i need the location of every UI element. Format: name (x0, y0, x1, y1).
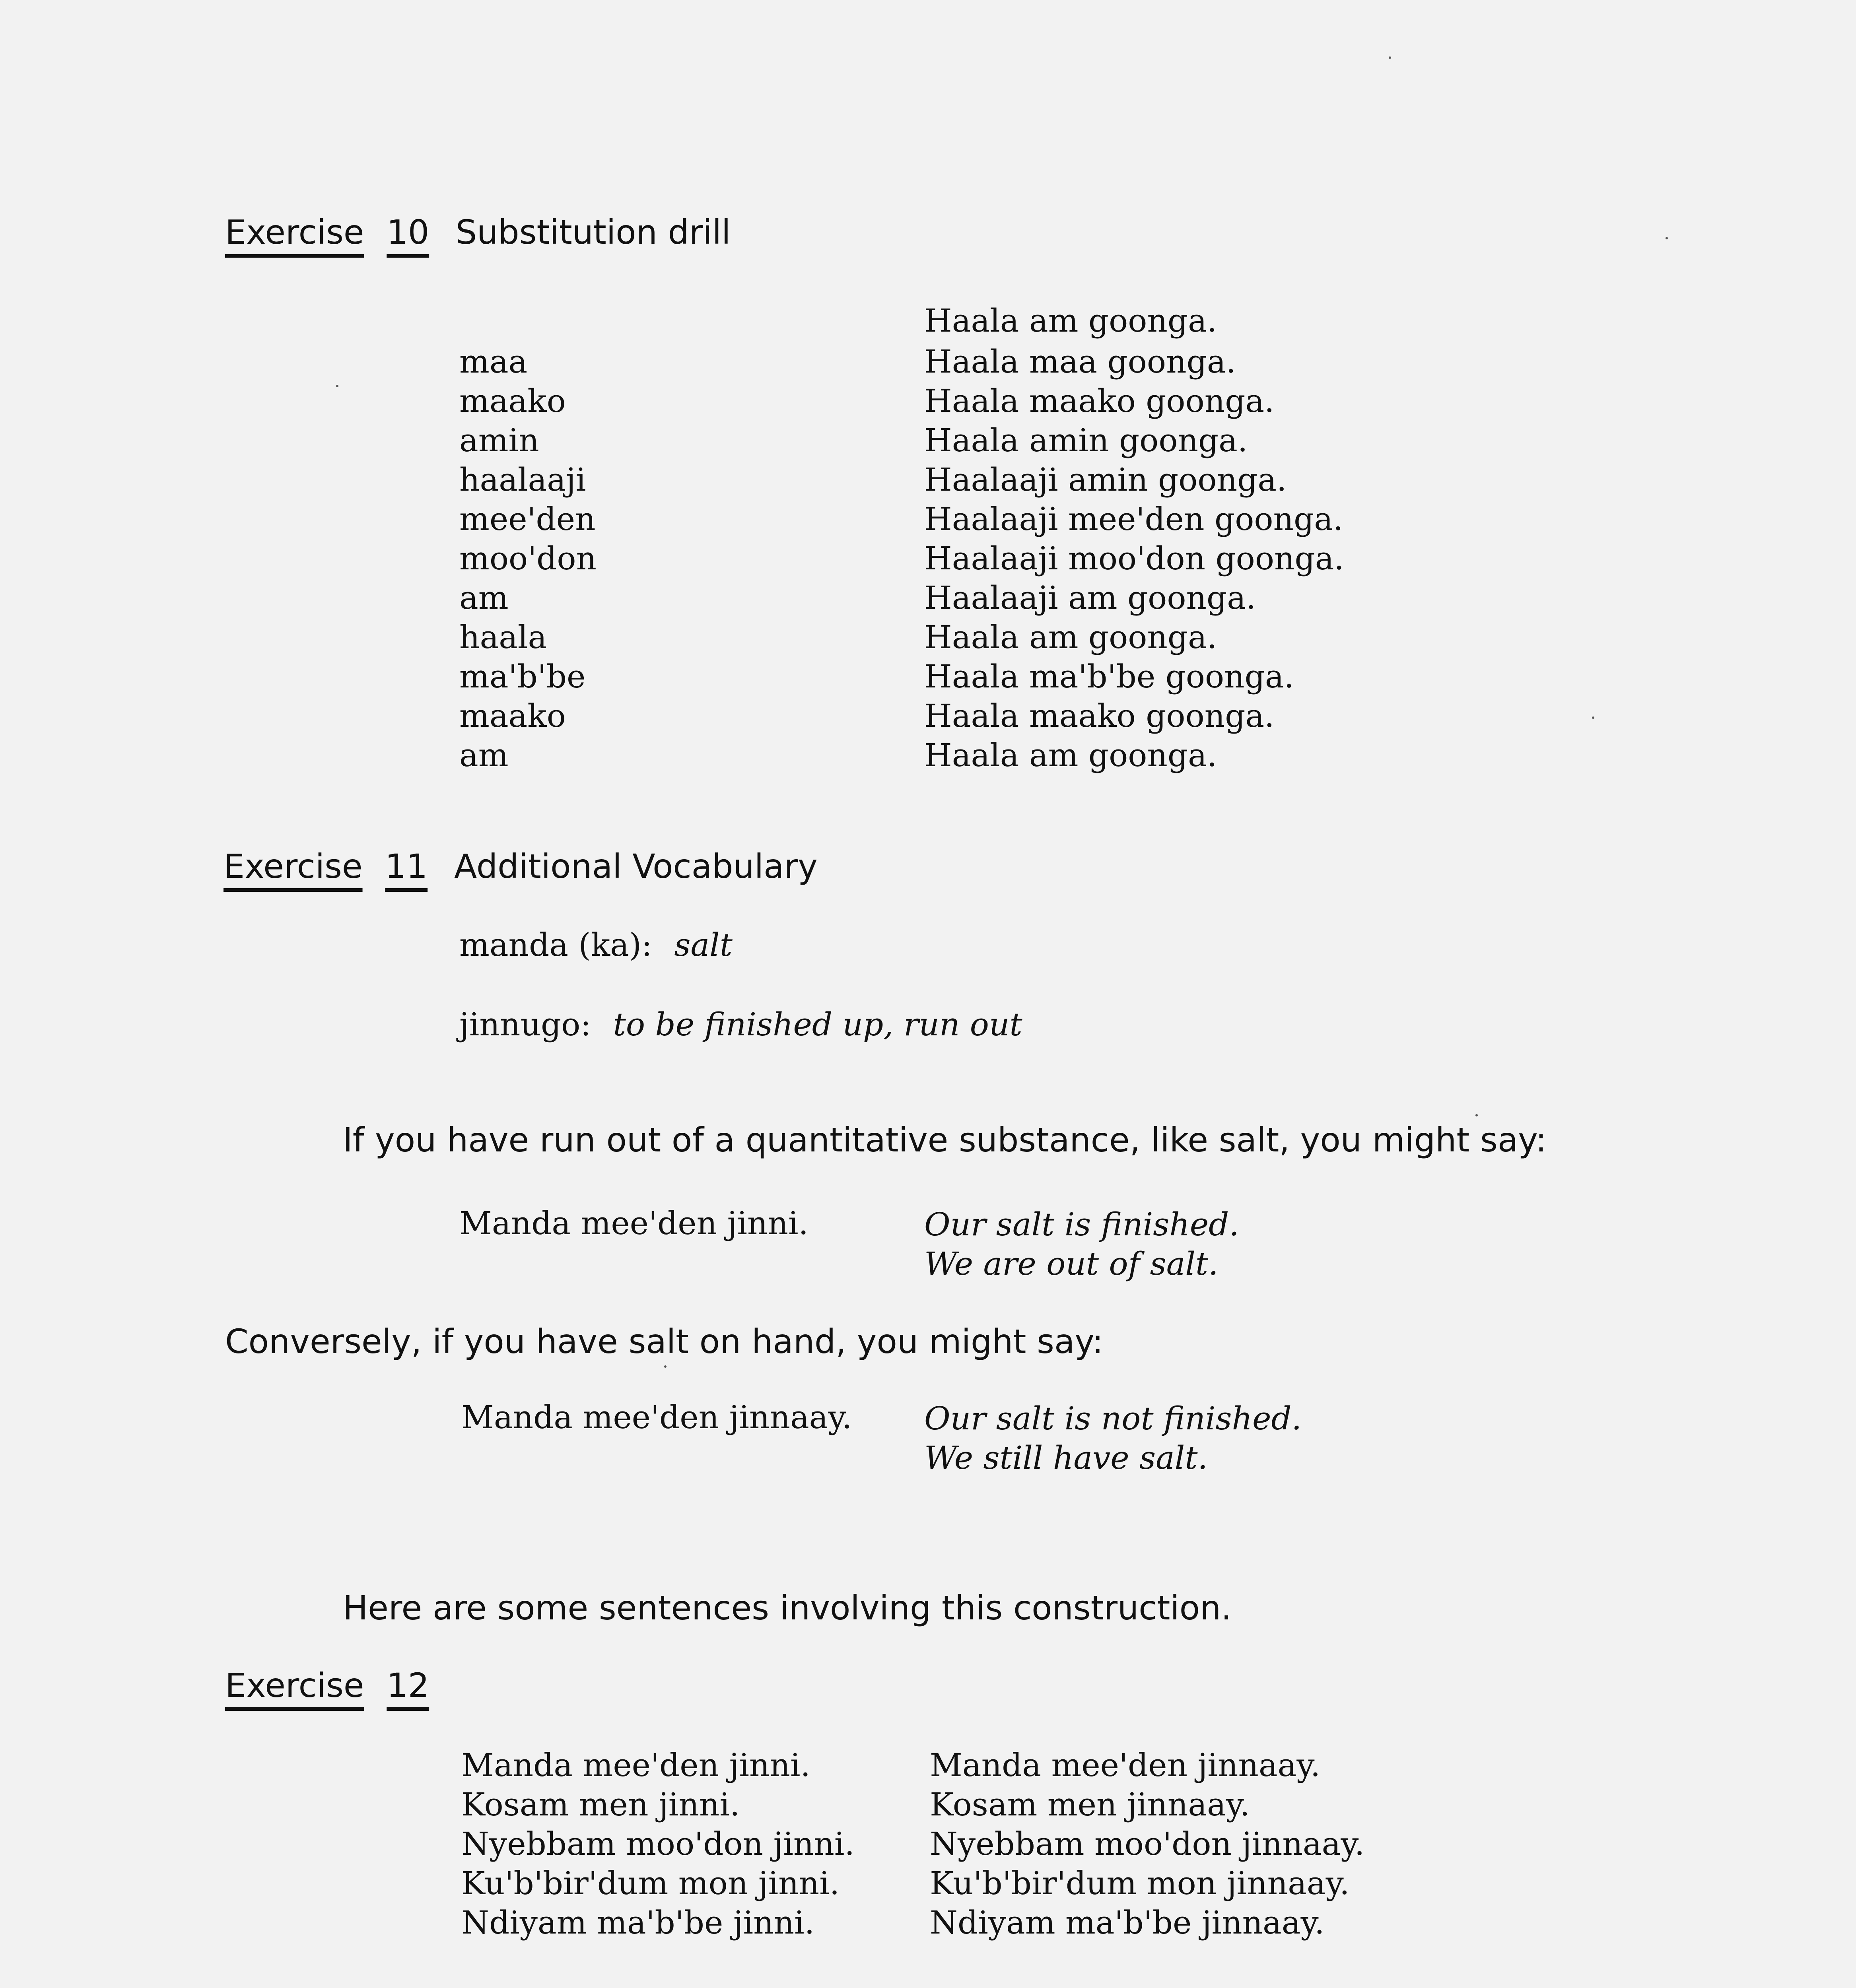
drill-cue: maako (459, 697, 566, 734)
scan-speck (1592, 716, 1594, 719)
vocab-term: jinnugo: (459, 1006, 591, 1043)
exercise-label: Exercise (225, 1666, 364, 1705)
exercise-sentence: Manda mee'den jinni. (461, 1747, 810, 1784)
exercise-title: Substitution drill (455, 213, 731, 252)
drill-cue: maa (459, 343, 528, 380)
gloss-line: Our salt is not finished. (924, 1400, 1302, 1437)
exercise-label: Exercise (223, 847, 363, 886)
drill-cue: am (459, 579, 509, 616)
drill-cues (459, 342, 597, 775)
gloss-line: We still have salt. (924, 1439, 1208, 1476)
gloss-line: Our salt is finished. (924, 1206, 1239, 1243)
drill-sentence: Haala am goonga. (924, 619, 1217, 656)
exercise-12-heading (225, 1666, 429, 1705)
scan-speck (336, 385, 338, 387)
drill-sentences (924, 342, 1344, 775)
vocab-term: manda (ka): (459, 926, 652, 963)
drill-cue: mee'den (459, 501, 596, 538)
vocab-gloss: salt (674, 926, 733, 963)
scan-speck (1389, 56, 1391, 59)
scan-speck (1475, 1114, 1478, 1116)
scan-speck (1666, 237, 1668, 239)
exercise-sentence: Nyebbam moo'don jinnaay. (930, 1825, 1365, 1862)
explanation-paragraph: Here are some sentences involving this construction. (343, 1588, 1232, 1627)
exercise-sentence: Ku'b'bir'dum mon jinni. (461, 1865, 840, 1902)
drill-sentence: Haalaaji moo'don goonga. (924, 540, 1344, 577)
exercise-sentence: Manda mee'den jinnaay. (930, 1747, 1321, 1784)
vocab-entry-jinnugo (459, 1006, 1022, 1043)
drill-cue: ma'b'be (459, 658, 586, 695)
drill-cue: haalaaji (459, 461, 586, 498)
drill-sentence-first: Haala am goonga. (924, 302, 1217, 339)
drill-cue: amin (459, 422, 539, 459)
drill-sentence: Haala ma'b'be goonga. (924, 658, 1294, 695)
exercise-11-heading (223, 847, 818, 886)
explanation-paragraph: Conversely, if you have salt on hand, you might say: (225, 1322, 1104, 1361)
vocab-entry-salt (459, 926, 733, 963)
example-fulfulde: Manda mee'den jinni. (459, 1205, 808, 1242)
drill-cue: haala (459, 619, 547, 656)
exercise-sentence: Kosam men jinnaay. (930, 1786, 1250, 1823)
gloss-line: We are out of salt. (924, 1245, 1219, 1282)
drill-sentence: Haalaaji mee'den goonga. (924, 501, 1343, 538)
drill-sentence: Haalaaji am goonga. (924, 579, 1256, 616)
exercise-sentence: Nyebbam moo'don jinni. (461, 1825, 855, 1862)
exercise-sentence: Ndiyam ma'b'be jinni. (461, 1904, 815, 1941)
example-gloss (924, 1399, 1302, 1477)
exercise-10-heading (225, 213, 731, 252)
exercise-sentence: Ndiyam ma'b'be jinnaay. (930, 1904, 1325, 1941)
drill-sentence: Haala maako goonga. (924, 382, 1275, 419)
exercise-12-negative (930, 1745, 1364, 1942)
drill-cue: maako (459, 382, 566, 419)
drill-sentence: Haalaaji amin goonga. (924, 461, 1287, 498)
example-gloss (924, 1205, 1239, 1283)
exercise-title: Additional Vocabulary (454, 847, 818, 886)
drill-sentence: Haala amin goonga. (924, 422, 1248, 459)
exercise-number: 11 (385, 847, 428, 886)
drill-sentence: Haala maa goonga. (924, 343, 1236, 380)
explanation-paragraph: If you have run out of a quantitative substance, like salt, you might say: (343, 1120, 1547, 1159)
exercise-sentence: Kosam men jinni. (461, 1786, 740, 1823)
drill-sentence: Haala am goonga. (924, 737, 1217, 774)
drill-cue: am (459, 737, 509, 774)
vocab-gloss: to be finished up, run out (613, 1006, 1022, 1043)
exercise-12-affirmative (461, 1745, 855, 1942)
drill-sentence: Haala maako goonga. (924, 697, 1275, 734)
drill-cue: moo'don (459, 540, 597, 577)
exercise-sentence: Ku'b'bir'dum mon jinnaay. (930, 1865, 1350, 1902)
scan-speck (664, 1365, 667, 1368)
exercise-label: Exercise (225, 213, 364, 252)
exercise-number: 12 (387, 1666, 430, 1705)
exercise-number: 10 (387, 213, 430, 252)
example-fulfulde: Manda mee'den jinnaay. (461, 1399, 852, 1436)
